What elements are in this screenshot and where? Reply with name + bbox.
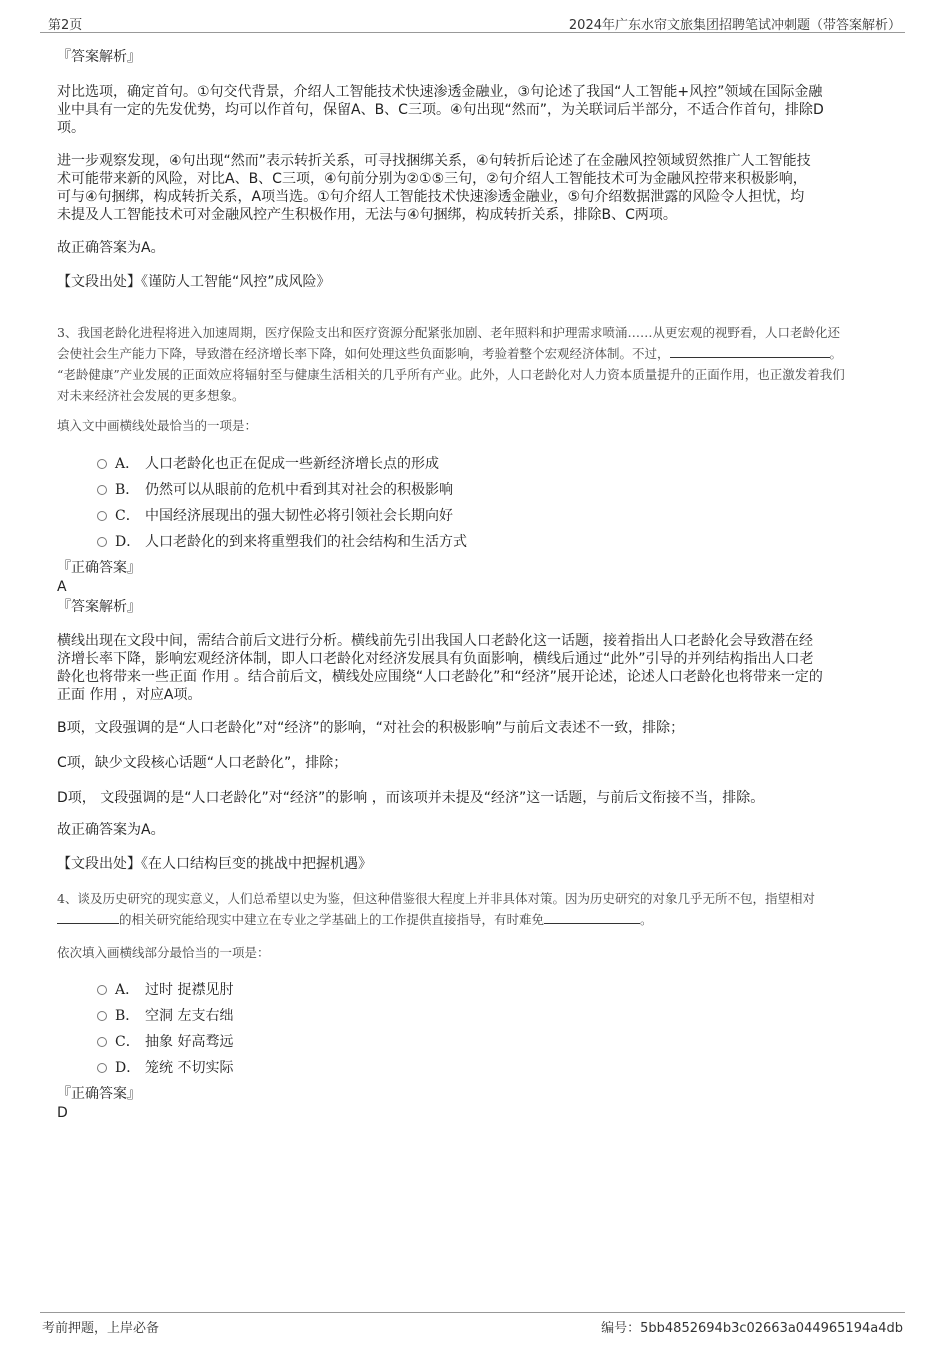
option-letter: D．	[115, 1060, 141, 1076]
radio-button[interactable]	[97, 1037, 107, 1047]
q3-prompt: 填入文中画横线处最恰当的一项是：	[57, 418, 258, 433]
option-text: 人口老龄化也正在促成一些新经济增长点的形成	[145, 456, 439, 472]
text-span: 。	[640, 912, 653, 927]
q3-stem	[57, 322, 897, 406]
radio-button[interactable]	[97, 459, 107, 469]
text-line: 未提及人工智能技术可对金融风控产生积极作用，无法与④句捆绑，构成转折关系，排除B、C两项。	[57, 207, 677, 223]
text-line: 对未来经济社会发展的更多想象。	[57, 388, 245, 403]
q3-source: 【文段出处】《在人口结构巨变的挑战中把握机遇》	[57, 856, 372, 872]
fill-blank	[670, 344, 830, 358]
fill-blank	[57, 910, 119, 924]
option-text: 抽象 好高骛远	[145, 1034, 234, 1050]
text-line: 可与④句捆绑，构成转折关系，A项当选。①句介绍人工智能技术快速渗透金融业，⑤句介绍数据泄露的风险令人担忧，均	[57, 189, 805, 205]
radio-button[interactable]	[97, 511, 107, 521]
option-letter: B．	[115, 1008, 140, 1024]
q4-answer-label: 『正确答案』	[57, 1086, 141, 1102]
text-span: 的相关研究能给现实中建立在专业之学基础上的工作提供直接指导，有时难免	[119, 912, 545, 927]
text-line	[57, 909, 897, 930]
option-text: 笼统 不切实际	[145, 1060, 234, 1076]
radio-button[interactable]	[97, 1011, 107, 1021]
option-letter: D．	[115, 534, 141, 550]
option-text: 过时 捉襟见肘	[145, 982, 234, 998]
text-line: 3、我国老龄化进程将进入加速周期，医疗保险支出和医疗资源分配紧张加剧、老年照料和护理需求喷涌……从更宏观的视野看，人口老龄化还	[57, 325, 840, 340]
q2-analysis-paragraph-2	[57, 152, 897, 224]
document-title: 2024年广东水帘文旅集团招聘笔试冲刺题（带答案解析）	[568, 18, 901, 33]
page-header	[40, 10, 905, 33]
text-line: 对比选项，确定首句。①句交代背景，介绍人工智能技术快速渗透金融业，③句论述了我国“人工智能+风控”领域在国际金融	[57, 84, 823, 100]
q3-b-note: B项，文段强调的是“人口老龄化”对“经济”的影响，“对社会的积极影响”与前后文表述不一致，排除；	[57, 720, 685, 736]
q2-source: 【文段出处】《谨防人工智能“风控”成风险》	[57, 274, 331, 290]
option-letter: B．	[115, 482, 140, 498]
text-line: 济增长率下降，影响宏观经济体制，即人口老龄化对经济发展具有负面影响，横线后通过“此外”引导的并列结构指出人口老	[57, 651, 814, 667]
footer-slogan: 考前押题，上岸必备	[42, 1321, 160, 1336]
q3-answer: A	[57, 579, 67, 595]
text-span: 会使社会生产能力下降，导致潜在经济增长率下降，如何处理这些负面影响，考验着整个宏观经济体制。不过，	[57, 346, 670, 361]
q3-answer-label: 『正确答案』	[57, 560, 141, 576]
option-letter: C．	[115, 508, 140, 524]
text-line: 项。	[57, 120, 85, 136]
text-line: 4、谈及历史研究的现实意义，人们总希望以史为鉴，但这种借鉴很大程度上并非具体对策。因为历史研究的对象几乎无所不包，指望相对	[57, 891, 815, 906]
text-line: 进一步观察发现，④句出现“然而”表示转折关系，可寻找捆绑关系，④句转折后论述了在金融风控领域贸然推广人工智能技	[57, 153, 811, 169]
text-line: 横线出现在文段中间，需结合前后文进行分析。横线前先引出我国人口老龄化这一话题，接着指出人口老龄化会导致潜在经	[57, 633, 813, 649]
option-text: 仍然可以从眼前的危机中看到其对社会的积极影响	[145, 482, 453, 498]
q4-stem	[57, 888, 897, 930]
option-letter: C．	[115, 1034, 140, 1050]
page-number: 第2页	[48, 18, 83, 33]
option-text: 人口老龄化的到来将重塑我们的社会结构和生活方式	[145, 534, 467, 550]
q4-answer: D	[57, 1105, 68, 1121]
fill-blank	[544, 910, 640, 924]
option-letter: A．	[115, 456, 140, 472]
text-line: 术可能带来新的风险，对比A、B、C三项，④句前分别为②①⑤三句，②句介绍人工智能技术可为金融风控带来积极影响，	[57, 171, 807, 187]
document-code: 编号：5bb4852694b3c02663a044965194a4db	[601, 1321, 903, 1336]
radio-button[interactable]	[97, 1063, 107, 1073]
text-line	[57, 343, 897, 364]
q3-analysis	[57, 632, 897, 704]
q2-conclusion: 故正确答案为A。	[57, 240, 165, 256]
radio-button[interactable]	[97, 985, 107, 995]
q2-analysis-paragraph-1	[57, 83, 897, 137]
text-span: 。	[829, 346, 843, 361]
q2-analysis-label: 『答案解析』	[57, 49, 141, 65]
radio-button[interactable]	[97, 485, 107, 495]
q3-analysis-label: 『答案解析』	[57, 599, 141, 615]
radio-button[interactable]	[97, 537, 107, 547]
q3-d-note: D项， 文段强调的是“人口老龄化”对“经济”的影响 ，而该项并未提及“经济”这一话题，与前后文衔接不当，排除。	[57, 790, 765, 806]
text-line: 龄化也将带来一些正面 作用 。结合前后文，横线处应围绕“人口老龄化”和“经济”展开论述，论述人口老龄化也将带来一定的	[57, 669, 823, 685]
q4-prompt: 依次填入画横线部分最恰当的一项是：	[57, 945, 270, 960]
option-text: 中国经济展现出的强大韧性必将引领社会长期向好	[145, 508, 453, 524]
option-letter: A．	[115, 982, 140, 998]
q3-c-note: C项，缺少文段核心话题“人口老龄化”，排除；	[57, 755, 348, 771]
text-line: “老龄健康”产业发展的正面效应将辐射至与健康生活相关的几乎所有产业。此外，人口老龄化对人力资本质量提升的正面作用，也正激发着我们	[57, 367, 845, 382]
text-line: 正面 作用 ，对应A项。	[57, 687, 202, 703]
q3-conclusion: 故正确答案为A。	[57, 822, 165, 838]
text-line: 业中具有一定的先发优势，均可以作首句，保留A、B、C三项。④句出现“然而”，为关联词后半部分，不适合作首句，排除D	[57, 102, 824, 118]
page-footer	[40, 1312, 905, 1337]
option-text: 空洞 左支右绌	[145, 1008, 234, 1024]
